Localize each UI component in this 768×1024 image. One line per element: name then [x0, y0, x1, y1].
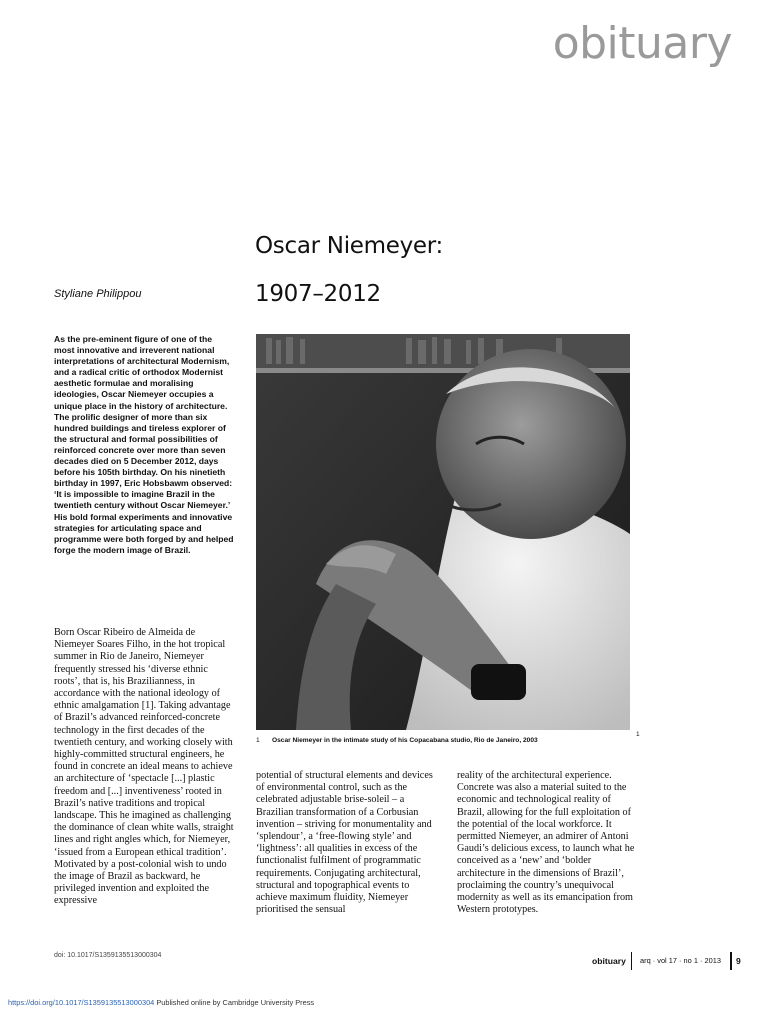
figure-photo: [256, 334, 630, 730]
portrait-illustration: [256, 334, 630, 730]
article-years: 1907–2012: [255, 281, 381, 307]
body-column-3: reality of the architectural experience. Concrete was also a material suited to the economic and technological reality of Brazil, allowing for the full exploitation of the potential of the local workforce. It permitted Niemeyer, an admirer of Antoni Gaudi’s delicious excess, to launch what he conceived as a ‘new’ and ‘bolder architecture in the dimensions of Brazil’, proclaiming the country’s unequivocal modernity as well as its emancipation from Western prototypes.: [457, 770, 635, 916]
figure-caption: [256, 737, 636, 744]
footer-divider: [730, 952, 732, 970]
author-name: Styliane Philippou: [54, 288, 142, 300]
footer-divider: [631, 952, 632, 970]
footer-issue: arq · vol 17 · no 1 · 2013: [640, 956, 721, 965]
published-notice: [8, 998, 314, 1007]
footer-doi: doi: 10.1017/S1359135513000304: [54, 952, 162, 959]
abstract: As the pre-eminent figure of one of the most innovative and irreverent national interpretations of architectural Modernism, and a radical critic of orthodox Modernist aesthetic formulae and moralising ideologies, Oscar Niemeyer occupies a unique place in the history of architecture. The prolific designer of more than six hundred buildings and tireless explorer of the structural and formal possibilities of reinforced concrete over more than seven decades died on 5 December 2012, days before his 105th birthday. On his ninetieth birthday in 1997, Eric Hobsbawm observed: ‘It is impossible to imagine Brazil in the twentieth century without Oscar Niemeyer.’ His bold formal experiments and innovative strategies for articulating space and programme were both forged by and helped forge the modern image of Brazil.: [54, 334, 234, 555]
published-text: Published online by Cambridge University Press: [154, 998, 315, 1007]
section-title: obituary: [552, 18, 732, 69]
figure-margin-number: 1: [636, 731, 640, 738]
figure-caption-text: Oscar Niemeyer in the intimate study of his Copacabana studio, Rio de Janeiro, 2003: [272, 737, 538, 744]
doi-link[interactable]: https://doi.org/10.1017/S1359135513000304: [8, 998, 155, 1007]
footer-section: obituary: [592, 956, 626, 966]
article-title: Oscar Niemeyer:: [255, 233, 443, 259]
body-column-1: Born Oscar Ribeiro de Almeida de Niemeyer Soares Filho, in the hot tropical summer in Rio de Janeiro, Niemeyer frequently stressed his ‘diverse ethnic roots’, that is, his Brazilianness, in accordance with the national ideology of ethnic amalgamation [1]. Taking advantage of Brazil’s advanced reinforced-concrete technology in the first decades of the twentieth century, and working closely with highly-committed structural engineers, he found in concrete an ideal means to achieve an architecture of ‘spectacle [...] plastic freedom and [...] inventiveness’ rooted in Brazil’s native traditions and tropical landscape. This he imagined as challenging the dominance of clean white walls, straight lines and right angles which, for Niemeyer, ‘issued from a European ethical tradition’. Motivated by a post-colonial wish to undo the image of Brazil as backward, he privileged invention and exploited the expressive: [54, 627, 234, 907]
figure-number: 1: [256, 737, 260, 744]
footer-journal-info: [530, 952, 746, 970]
body-column-2: potential of structural elements and devices of environmental control, such as the celebrated adjustable brise-soleil – a Brazilian transformation of a Corbusian invention – striving for monumentality and ‘splendour’, a ‘free-flowing style’ and ‘lightness’: all qualities in excess of the functionalist fulfilment of programmatic requirements. Conjugating architectural, structural and topographical events to achieve maximum fluidity, Niemeyer prioritised the sensual: [256, 770, 433, 916]
page-number: 9: [736, 956, 741, 966]
